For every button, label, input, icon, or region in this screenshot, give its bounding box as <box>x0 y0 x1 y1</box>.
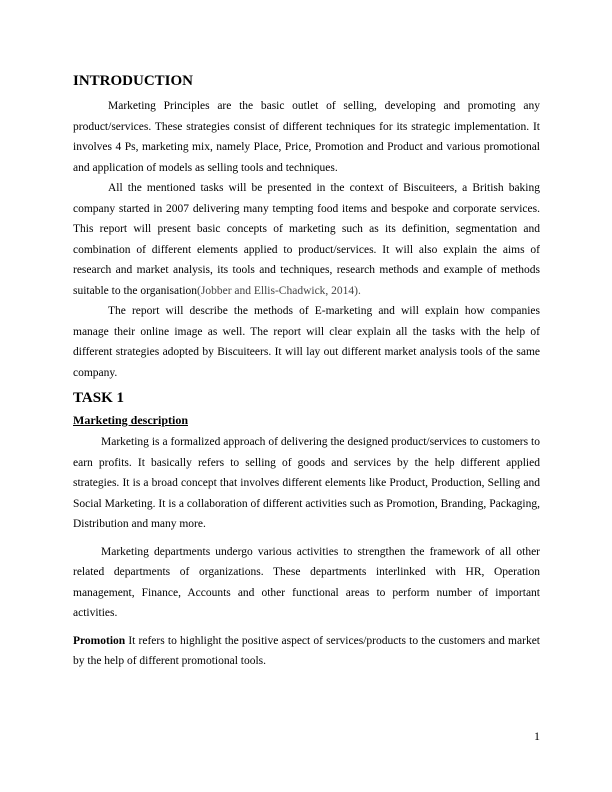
promotion-text: It refers to highlight the positive aspect of services/products to the customers and market by the help of different promotional tools. <box>73 634 540 667</box>
page-number: 1 <box>534 729 540 743</box>
intro-paragraph-2-text: All the mentioned tasks will be presented in the context of Biscuiteers, a British baking company started in 2007 delivering many tempting food items and bespoke and corporate services. This report will present basic concepts of marketing such as its definition, segmentation and combination of different elements applied to product/services. It will also explain the aims of research and market analysis, its tools and techniques, research methods and example of methods suitable to the organisation <box>73 182 540 297</box>
marketing-description-subheading: Marketing description <box>73 413 188 427</box>
task1-paragraph-2: Marketing departments undergo various activities to strengthen the framework of all other related departments of organizations. These departments interlinked with HR, Operation management, Finance, Accounts and other functional areas to perform number of important activities. <box>73 545 540 619</box>
introduction-heading: INTRODUCTION <box>73 73 194 89</box>
intro-paragraph-3: The report will describe the methods of E-marketing and will explain how companies manage their online image as well. The report will clear explain all the tasks with the help of different strategies adopted by Biscuiteers. It will lay out different market analysis tools of the same company. <box>73 305 540 379</box>
citation: (Jobber and Ellis-Chadwick, 2014). <box>197 284 361 297</box>
task-1-heading: TASK 1 <box>73 390 124 406</box>
task1-paragraph-1: Marketing is a formalized approach of delivering the designed product/services to customers to earn profits. It basically refers to selling of goods and services by the help different applied strategies. It is a broad concept that involves different elements like Product, Production, Selling and Social Marketing. It is a collaboration of different activities such as Promotion, Branding, Packaging, Distribution and many more. <box>73 436 540 530</box>
promotion-paragraph <box>73 631 540 672</box>
intro-paragraph-2 <box>73 178 540 301</box>
intro-paragraph-1: Marketing Principles are the basic outlet of selling, developing and promoting any product/services. These strategies consist of different techniques for its strategic implementation. It involves 4 Ps, marketing mix, namely Place, Price, Promotion and Product and various promotional and application of models as selling tools and techniques. <box>73 100 540 174</box>
document-page <box>73 72 540 672</box>
promotion-term: Promotion <box>73 634 126 647</box>
